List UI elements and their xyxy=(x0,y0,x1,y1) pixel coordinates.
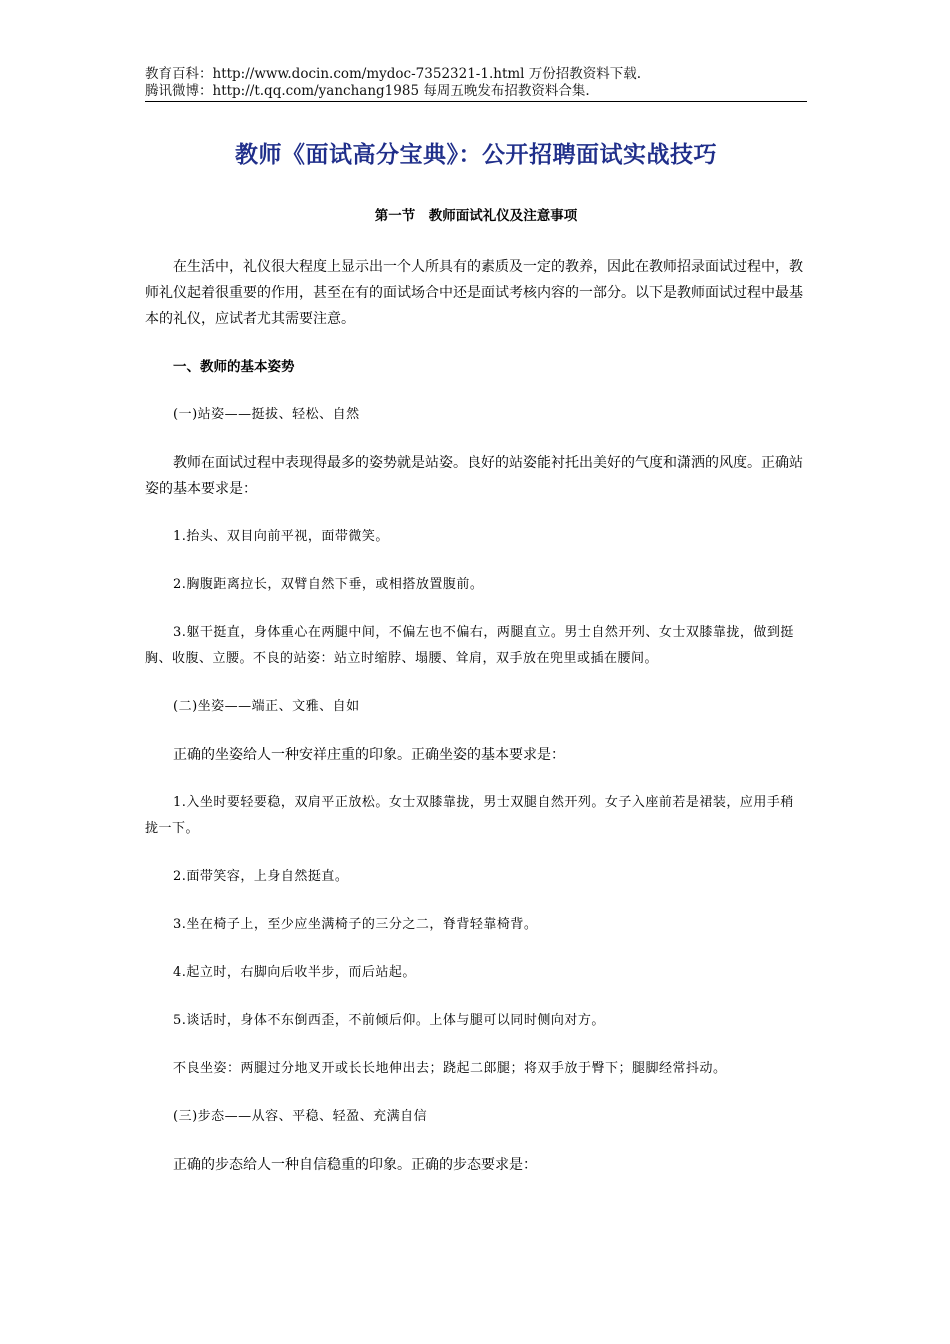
header-line-weibo[interactable]: 腾讯微博：http://t.qq.com/yanchang1985 每周五晚发布招教资料合集. xyxy=(145,83,590,99)
page-header xyxy=(145,66,807,102)
standing-item-3: 3.躯干挺直，身体重心在两腿中间，不偏左也不偏右，两腿直立。男士自然开列、女士双膝靠拢，做到挺胸、收腹、立腰。不良的站姿：站立时缩脖、塌腰、耸肩，双手放在兜里或插在腰间。 xyxy=(145,625,794,666)
heading-basic-posture: 一、教师的基本姿势 xyxy=(173,359,295,375)
document-page xyxy=(145,66,807,1178)
sitting-intro: 正确的坐姿给人一种安祥庄重的印象。正确坐姿的基本要求是： xyxy=(173,747,565,763)
sitting-item-5: 5.谈话时，身体不东倒西歪，不前倾后仰。上体与腿可以同时侧向对方。 xyxy=(173,1013,605,1028)
walking-title: (三)步态——从容、平稳、轻盈、充满自信 xyxy=(173,1109,428,1124)
sitting-item-4: 4.起立时，右脚向后收半步，而后站起。 xyxy=(173,965,416,980)
document-title: 教师《面试高分宝典》：公开招聘面试实战技巧 xyxy=(235,142,717,168)
header-line-docin[interactable]: 教育百科：http://www.docin.com/mydoc-7352321-1.html 万份招教资料下载. xyxy=(145,66,642,82)
standing-item-2: 2.胸腹距离拉长，双臂自然下垂，或相搭放置腹前。 xyxy=(173,577,484,592)
standing-intro: 教师在面试过程中表现得最多的姿势就是站姿。良好的站姿能衬托出美好的气度和潇洒的风度。正确站姿的基本要求是： xyxy=(145,455,803,497)
standing-title: (一)站姿——挺拔、轻松、自然 xyxy=(173,407,360,422)
sitting-title: (二)坐姿——端正、文雅、自如 xyxy=(173,699,360,714)
section-title: 第一节 教师面试礼仪及注意事项 xyxy=(374,208,578,224)
sitting-item-2: 2.面带笑容，上身自然挺直。 xyxy=(173,869,349,884)
intro-paragraph: 在生活中，礼仪很大程度上显示出一个人所具有的素质及一定的教养，因此在教师招录面试过程中，教师礼仪起着很重要的作用，甚至在有的面试场合中还是面试考核内容的一部分。以下是教师面试过程中最基本的礼仪，应试者尤其需要注意。 xyxy=(145,259,803,327)
standing-item-1: 1.抬头、双目向前平视，面带微笑。 xyxy=(173,529,389,544)
sitting-item-3: 3.坐在椅子上，至少应坐满椅子的三分之二，脊背轻靠椅背。 xyxy=(173,917,538,932)
sitting-bad-posture: 不良坐姿：两腿过分地叉开或长长地伸出去；跷起二郎腿；将双手放于臀下；腿脚经常抖动。 xyxy=(173,1061,727,1076)
sitting-item-1: 1.入坐时要轻要稳，双肩平正放松。女士双膝靠拢，男士双腿自然开列。女子入座前若是裙装，应用手稍拢一下。 xyxy=(145,795,794,836)
walking-intro: 正确的步态给人一种自信稳重的印象。正确的步态要求是： xyxy=(173,1157,537,1173)
